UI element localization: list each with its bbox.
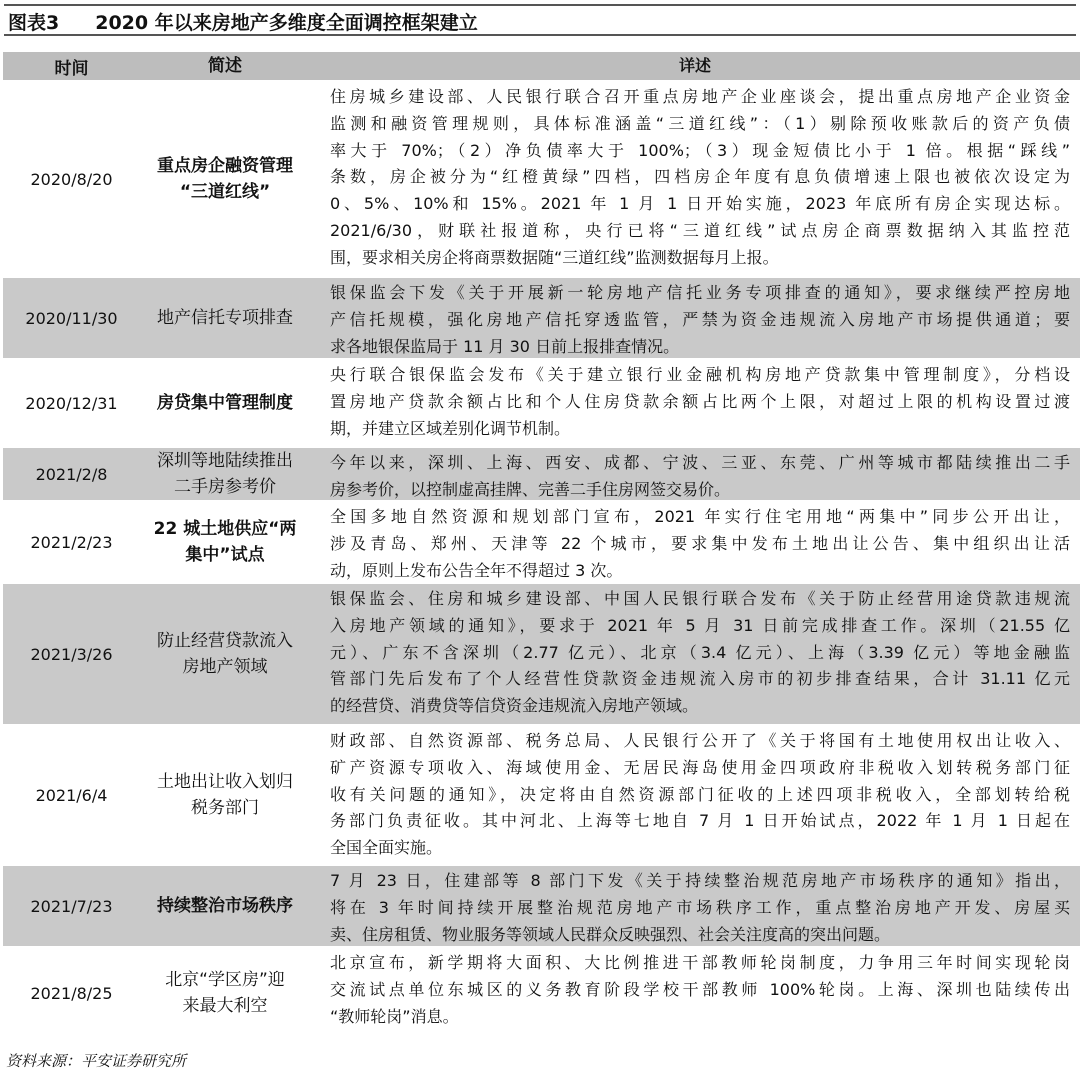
row-summary <box>140 726 310 864</box>
row-detail <box>310 726 1080 864</box>
row-summary <box>140 360 310 446</box>
row-detail <box>310 448 1080 500</box>
summary-line: 税务部门 <box>191 798 259 818</box>
detail-line: 住房城乡建设部、人民银行联合召开重点房地产企业座谈会，提出重点房地产企业资金 <box>330 87 1070 106</box>
summary-line: 持续整治市场秩序 <box>157 896 293 916</box>
detail-line: 期，并建立区域差别化调节机制。 <box>330 418 571 438</box>
table-row <box>3 448 1080 500</box>
detail-line: 涉及青岛、郑州、天津等 22 个城市，要求集中发布土地出让公告、集中组织出让活 <box>330 533 1070 553</box>
detail-line: 率大于 70%；（2）净负债率大于 100%；（3）现金短债比小于 1 倍。根据“踩线” <box>330 140 1070 160</box>
detail-line: 0、5%、10%和 15%。2021 年 1 月 1 日开始实施，2023 年底所有房企实现达标。 <box>330 194 1070 214</box>
detail-line: 监测和融资管理规则，具体标准涵盖“三道红线”：（1）剔除预收账款后的资产负债 <box>330 113 1070 133</box>
detail-line: 务部门负责征收。其中河北、上海等七地自 7 月 1 日开始试点，2022 年 1 月 1 日起在 <box>330 811 1070 831</box>
row-summary <box>140 948 310 1038</box>
detail-line: 全国全面实施。 <box>330 838 443 858</box>
row-summary <box>140 278 310 358</box>
detail-line: 财政部、自然资源部、税务总局、人民银行公开了《关于将国有土地使用权出让收入、 <box>330 731 1070 750</box>
detail-line: 矿产资源专项收入、海域使用金、无居民海岛使用金四项政府非税收入划转税务部门征 <box>330 757 1070 777</box>
row-detail <box>310 584 1080 724</box>
header-detail: 详述 <box>678 55 711 75</box>
summary-line: 土地出让收入划归 <box>157 772 293 792</box>
figure-title <box>8 8 478 35</box>
figure-heading: 2020 年以来房地产多维度全面调控框架建立 <box>95 12 478 34</box>
detail-line: 7 月 23 日，住建部等 8 部门下发《关于持续整治规范房地产市场秩序的通知》指出， <box>330 871 1070 890</box>
row-summary <box>140 502 310 582</box>
detail-line: 条数，房企被分为“红橙黄绿”四档，四档房企年度有息负债增速上限也被依次设定为 <box>330 167 1070 187</box>
title-rule <box>4 34 1076 36</box>
detail-line: 银保监会下发《关于开展新一轮房地产信托业务专项排查的通知》，要求继续严控房地 <box>330 283 1070 302</box>
summary-line: 22 城土地供应“两 <box>153 519 297 539</box>
summary-line: 房地产领域 <box>182 657 268 677</box>
detail-line: 围，要求相关房企将商票数据随“三道红线”监测数据每月上报。 <box>330 247 779 267</box>
summary-line: 重点房企融资管理 <box>157 156 293 176</box>
summary-line: “三道红线” <box>179 182 271 202</box>
row-detail <box>310 278 1080 358</box>
detail-line: 的经营贷、消费贷等信贷资金违规流入房地产领域。 <box>330 696 699 716</box>
detail-line: 卖、住房租赁、物业服务等领域人民群众反映强烈、社会关注度高的突出问题。 <box>330 924 891 944</box>
row-summary <box>140 866 310 946</box>
detail-line: 动，原则上发布公告全年不得超过 3 次。 <box>330 560 623 580</box>
detail-line: 房参考价，以控制虚高挂牌、完善二手住房网签交易价。 <box>330 479 731 499</box>
header-time: 时间 <box>54 58 89 79</box>
table-row <box>3 278 1080 358</box>
detail-line: “教师轮岗”消息。 <box>330 1006 459 1026</box>
table-header <box>3 52 1080 80</box>
row-detail <box>310 82 1080 276</box>
policy-table <box>3 52 1080 1040</box>
row-date: 2020/11/30 <box>25 308 118 328</box>
summary-line: 集中”试点 <box>185 545 265 565</box>
detail-line: 银保监会、住房和城乡建设部、中国人民银行联合发布《关于防止经营用途贷款违规流 <box>330 589 1070 608</box>
row-detail <box>310 948 1080 1038</box>
detail-line: 产信托规模，强化房地产信托穿透监管，严禁为资金违规流入房地产市场提供通道；要 <box>330 309 1070 329</box>
detail-line: 全国多地自然资源和规划部门宣布，2021 年实行住宅用地“两集中”同步公开出让， <box>330 507 1070 526</box>
source-note: 资料来源：平安证券研究所 <box>6 1052 187 1070</box>
row-date: 2021/2/8 <box>35 464 108 484</box>
row-date: 2021/8/25 <box>30 983 113 1003</box>
detail-line: 将在 3 年时间持续开展整治规范房地产市场秩序工作，重点整治房地产开发、房屋买 <box>330 897 1070 917</box>
detail-line: 央行联合银保监会发布《关于建立银行业金融机构房地产贷款集中管理制度》，分档设 <box>330 365 1070 384</box>
table-row <box>3 726 1080 864</box>
row-date: 2021/3/26 <box>30 644 113 664</box>
table-row <box>3 502 1080 582</box>
summary-line: 房贷集中管理制度 <box>157 393 293 413</box>
detail-line: 置房地产贷款余额占比和个人住房贷款余额占比两个上限，对超过上限的机构设置过渡 <box>330 391 1070 411</box>
detail-line: 今年以来，深圳、上海、西安、成都、宁波、三亚、东莞、广州等城市都陆续推出二手 <box>330 453 1070 472</box>
table-row <box>3 584 1080 724</box>
table-row <box>3 82 1080 276</box>
row-summary <box>140 448 310 500</box>
row-summary <box>140 584 310 724</box>
detail-line: 北京宣布，新学期将大面积、大比例推进干部教师轮岗制度，力争用三年时间实现轮岗 <box>330 953 1070 972</box>
detail-line: 2021/6/30，财联社报道称，央行已将“三道红线”试点房企商票数据纳入其监控范 <box>330 220 1070 240</box>
row-detail <box>310 360 1080 446</box>
summary-line: 地产信托专项排查 <box>157 308 293 328</box>
summary-line: 来最大利空 <box>182 996 268 1016</box>
table-row <box>3 866 1080 946</box>
row-date: 2021/2/23 <box>30 532 113 552</box>
summary-line: 二手房参考价 <box>174 477 276 497</box>
figure-label: 图表3 <box>8 12 60 34</box>
row-summary <box>140 82 310 276</box>
detail-line: 入房地产领域的通知》，要求于 2021 年 5 月 31 日前完成排查工作。深圳（21.55 亿 <box>330 615 1070 635</box>
detail-line: 收有关问题的通知》，决定将由自然资源部门征收的上述四项非税收入，全部划转给税 <box>330 784 1070 804</box>
summary-line: 北京“学区房”迎 <box>165 970 285 990</box>
row-date: 2021/6/4 <box>35 785 108 805</box>
table-row <box>3 948 1080 1038</box>
summary-line: 防止经营贷款流入 <box>157 631 293 651</box>
detail-line: 元）、广东不含深圳（2.77 亿元）、北京（3.4 亿元）、上海（3.39 亿元）等地金融监 <box>330 642 1070 662</box>
row-detail <box>310 866 1080 946</box>
row-detail <box>310 502 1080 582</box>
top-rule <box>4 4 1076 6</box>
summary-line: 深圳等地陆续推出 <box>157 451 293 471</box>
detail-line: 交流试点单位东城区的义务教育阶段学校干部教师 100%轮岗。上海、深圳也陆续传出 <box>330 979 1070 999</box>
row-date: 2020/8/20 <box>30 169 113 189</box>
row-date: 2020/12/31 <box>25 393 118 413</box>
header-summary: 简述 <box>208 56 242 76</box>
detail-line: 管部门先后发布了个人经营性贷款资金违规流入房市的初步排查结果，合计 31.11 亿元 <box>330 669 1070 689</box>
detail-line: 求各地银保监局于 11 月 30 日前上报排查情况。 <box>330 336 680 356</box>
table-row <box>3 360 1080 446</box>
row-date: 2021/7/23 <box>30 896 113 916</box>
